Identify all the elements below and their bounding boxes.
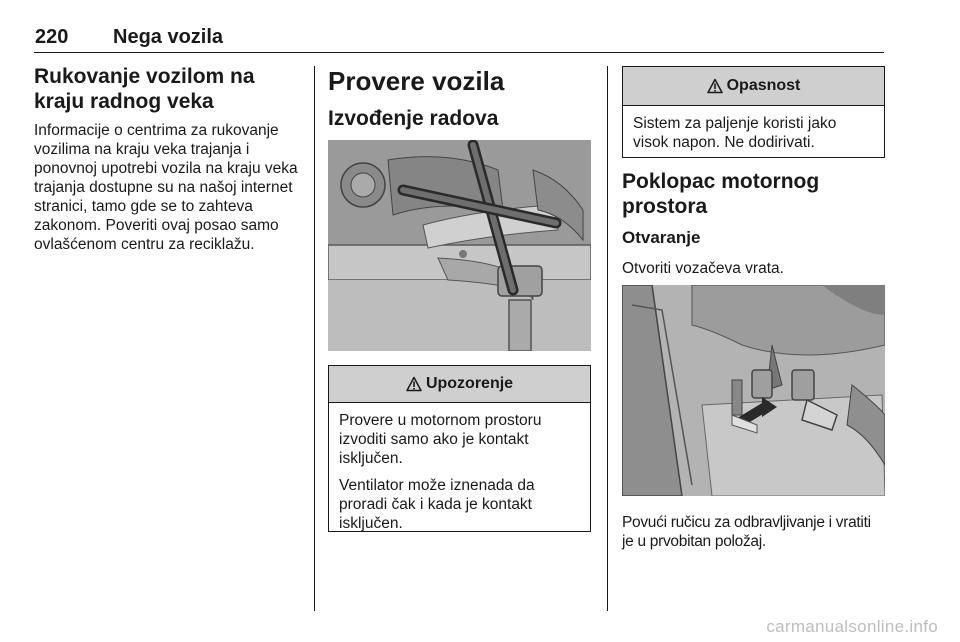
hood-release-text: Povući ručicu za odbravljivanje i vratiti je u prvobitan položaj. [622,514,871,550]
warning-header [329,366,590,403]
danger-text: Sistem za paljenje koristi jako visok napon. Ne dodirivati. [633,115,837,151]
subsection-title-opening: Otvaranje [622,228,701,247]
warning-box [328,365,591,532]
engine-bay-illustration [328,140,591,351]
page-number: 220 [35,26,69,48]
section-title-vehicle-checks: Provere vozila [328,66,505,96]
open-door-text: Otvoriti vozačeva vrata. [622,260,784,277]
section-title-hood: Poklopac motornog prostora [622,170,820,218]
warning-label: Upozorenje [425,375,514,392]
danger-header [623,67,884,106]
subsection-title-performing-work: Izvođenje radova [328,107,499,130]
column-divider-1 [314,66,315,611]
section-title-end-of-life: Rukovanje vozilom na kraju radnog veka [34,65,255,113]
header-rule [34,52,884,53]
warning-text-1: Provere u motornom prostoru izvoditi samo ako je kontakt isključen. [339,412,542,467]
danger-label: Opasnost [726,77,801,94]
hood-release-illustration [622,285,885,496]
column-divider-2 [607,66,608,611]
warning-text-2: Ventilator može iznenada da proradi čak i kada je kontakt isključen. [339,477,535,532]
warning-triangle-icon [406,376,422,392]
watermark: carmanualsonline.info [766,617,938,636]
end-of-life-text: Informacije o centrima za rukovanje vozilima na kraju veka trajanja i ponovnoj upotrebi vozila na kraju veka trajanja dostupne su na našoj internet stranici, tamo gde se to zahteva zakonom. Poveriti ovaj posao samo ovlašćenom centru za reciklažu. [34,122,298,253]
danger-triangle-icon [707,78,723,94]
chapter-title: Nega vozila [113,26,224,48]
danger-box [622,66,885,158]
